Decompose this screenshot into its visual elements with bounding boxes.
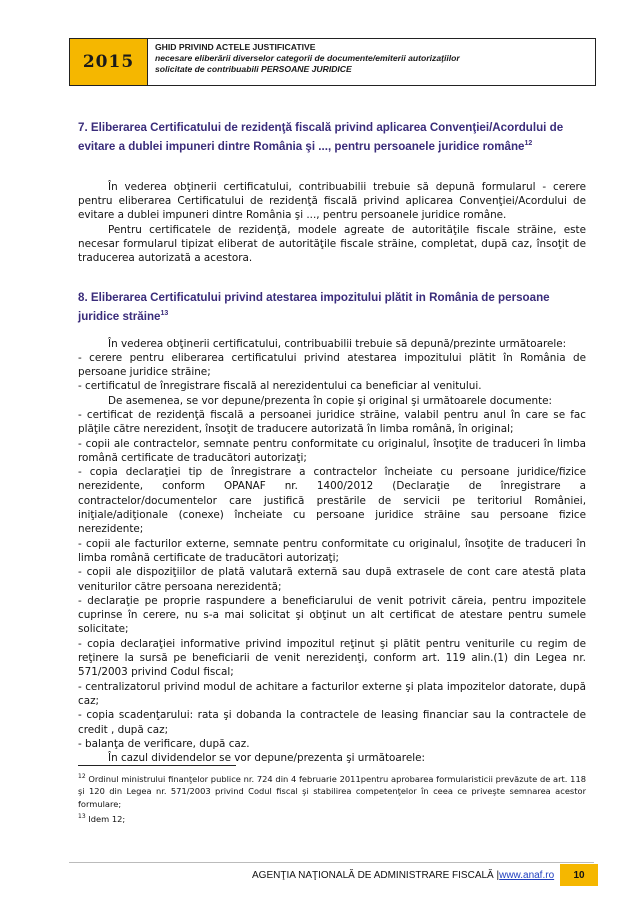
section-8-also: De asemenea, se vor depune/prezenta în copie şi original şi următoarele documente: — [108, 394, 553, 407]
section-8-item-2: - certificatul de înregistrare fiscală al nerezidentului ca beneficiar al venitului. — [78, 380, 482, 393]
section-8-intro: În vederea obţinerii certificatului, contribuabilii trebuie să depună/prezinte următoarele: — [108, 337, 567, 350]
doc-item: - copia scadenţarului: rata şi dobanda la contractele de leasing financiar sau la contractele de credit , după caz; — [78, 709, 586, 736]
section-8-dividends: În cazul dividendelor se vor depune/prezenta şi următoarele: — [108, 752, 425, 765]
header-subtitle-2: solicitate de contribuabili PERSOANE JURIDICE — [155, 64, 352, 74]
section-7-paragraph-1: În vederea obţinerii certificatului, contribuabilii trebuie să depună formularul - cerere pentru eliberarea Certificatului de rezidenţă fiscală privind aplicarea Convenţiei/Acordului de evitare a dublei impuneri dintre România şi ..., pentru persoanele juridice române. — [78, 180, 586, 222]
footnote-12: $^{12}$ Ordinul ministrului finanţelor publice nr. 724 din 4 februarie 2011pentru aprobarea formularisticii prevăzute de art. 118 şi 120 din Legea nr. 571/2003 privind Codul fiscal şi stabilirea competenţelor în ceea ce priveşte semnarea acestor formulare; — [78, 773, 586, 809]
header-subtitle-1: necesare eliberării diverselor categorii de documente/emiterii autorizaţiilor — [155, 53, 460, 63]
footer-agency: AGENŢIA NAŢIONALĂ DE ADMINISTRARE FISCALĂ |www.anaf.ro — [252, 870, 555, 881]
section-7-paragraph-2: Pentru certificatele de rezidenţă, modele agreate de autorităţile fiscale străine, este necesar formularul tipizat eliberat de autorităţile fiscale străine, completat, după caz, însoţit de traducerea autorizată a acestora. — [78, 223, 586, 265]
footnote-separator — [78, 765, 236, 766]
doc-item: - copia declaraţiei tip de înregistrare a contractelor încheiate cu persoane juridice/fizice nerezidente, conform OPANAF nr. 1400/2012 (Declaraţie de înregistrare a contractelor/documentelor care justifică prestările de servicii pe teritoriul României, iniţiale/adiţionale (conexe) încheiate cu persoane juridice străine sau persoane fizice nerezidente; — [78, 466, 586, 536]
section-7-heading: 7. Eliberarea Certificatului de rezidenţă fiscală privind aplicarea Convenţiei/Acordului de evitare a dublei impuneri dintre România şi ..., pentru persoanele juridice române$^{12}$ — [78, 121, 564, 153]
header-title: GHID PRIVIND ACTELE JUSTIFICATIVE — [155, 42, 316, 52]
header-year: 2015 — [70, 39, 148, 85]
doc-item: - balanţa de verificare, după caz. — [78, 737, 250, 750]
footnote-13: $^{13}$ Idem 12; — [78, 812, 126, 824]
doc-item: - certificat de rezidenţă fiscală a persoanei juridice străine, valabil pentru anul în care se fac plăţile către nerezident, însoţit de traducere autorizată în limba română, în original; — [78, 408, 586, 436]
footnote-ref-13[interactable]: 13 — [160, 309, 169, 317]
page-header — [69, 38, 596, 86]
header-title-block — [148, 39, 460, 85]
footnotes — [78, 771, 586, 825]
footer-link[interactable]: www.anaf.ro — [499, 870, 555, 881]
doc-item: - copii ale dispoziţiilor de plată valutară externă sau după extrasele de cont care atestă plata veniturilor către persoana nerezidentă; — [78, 566, 586, 593]
doc-item: - centralizatorul privind modul de achitare a facturilor externe şi plata impozitelor datorate, după caz; — [78, 680, 586, 707]
page-number: 10 — [560, 864, 598, 886]
main-content — [78, 120, 586, 765]
doc-item: - copii ale facturilor externe, semnate pentru conformitate cu originalul, însoţite de traduceri în limba română certificate de traducători autorizaţi; — [78, 537, 586, 564]
doc-item: - copia declaraţiei informative privind impozitul reţinut şi plătit pentru veniturile cu regim de reţinere la sursă pe beneficiarii de venit nerezidenţi, conform art. 119 alin.(1) din Legea nr. 571/2003 privind Codul fiscal; — [78, 637, 586, 679]
footnote-ref-12[interactable]: 12 — [524, 140, 533, 147]
section-8-item-1: - cerere pentru eliberarea certificatului privind atestarea impozitului plătit în România de persoane juridice străine; — [78, 351, 586, 379]
footer-divider — [69, 862, 594, 863]
doc-item: - declaraţie pe proprie raspundere a beneficiarului de venit potrivit căreia, pentru impozitele cuprinse în cerere, nu s-a mai solicitat şi obţinut un alt certificat de atestare pentru sumele solicitate; — [78, 594, 586, 636]
doc-item: - copii ale contractelor, semnate pentru conformitate cu originalul, însoţite de traduceri în limba română certificate de traducători autorizaţi; — [78, 437, 586, 464]
section-8-heading: 8. Eliberarea Certificatului privind atestarea impozitului plătit in România de persoane juridice străine$^{13}$ — [78, 290, 550, 323]
